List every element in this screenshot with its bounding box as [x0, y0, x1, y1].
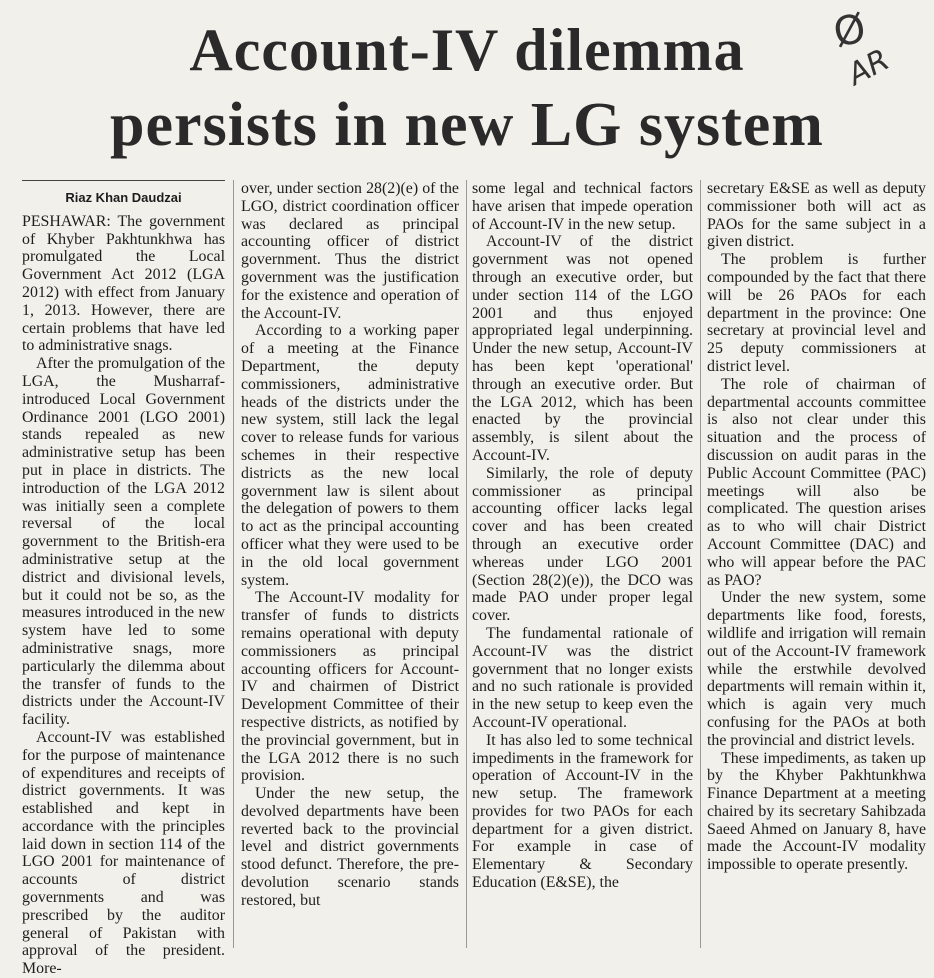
paragraph: The problem is further compounded by the fact that there will be 26 PAOs for each department in the province: One secretary at provincial level and 25 deputy commissioners at district level. [707, 251, 926, 375]
paragraph: The Account-IV modality for transfer of funds to districts remains operational with deputy commissioners as principal accounting officers for Account-IV and chairmen of District Development Committee of their respective districts, as notified by the provincial government, but in the LGA 2012 there is no such provision. [241, 589, 459, 785]
handwritten-annotation [830, 6, 910, 98]
paragraph: According to a working paper of a meeting at the Finance Department, the deputy commissioners, administrative heads of the districts under the new system, still lack the legal cover to release funds for various schemes in their respective districts as the new local government law is silent about the delegation of powers to them to act as the principal accounting officer what they were used to be in the old local government system. [241, 322, 459, 589]
paragraph: Under the new system, some departments like food, forests, wildlife and irrigation will remain out of the Account-IV framework while the erstwhile devolved departments will remain within it, which is again very much confusing for the PAOs at both the provincial and district levels. [707, 589, 926, 749]
paragraph: PESHAWAR: The government of Khyber Pakhtunkhwa has promulgated the Local Government Act 2012 (LGA 2012) with effect from January 1, 2013. However, there are certain problems that have led to administrative snags. [22, 212, 225, 355]
article-column-2 [241, 180, 459, 948]
paragraph: The role of chairman of departmental accounts committee is also not clear under this situation and the process of discussion on audit paras in the Public Account Committee (PAC) meetings will also be complicated. The question arises as to who will chair District Account Committee (DAC) and who will appear before the PAC as PAO? [707, 375, 926, 589]
article-column-4 [707, 180, 926, 948]
article-column-3 [472, 180, 693, 948]
paragraph: These impediments, as taken up by the Khyber Pakhtunkhwa Finance Department at a meeting chaired by its secretary Sahibzada Saeed Ahmed on January 8, have made the Account-IV modality impossible to operate presently. [707, 749, 926, 874]
paragraph: It has also led to some technical impediments in the framework for operation of Account-IV in the new setup. The framework provides for two PAOs for each department for a given district. For example in case of Elementary & Secondary Education (E&SE), the [472, 731, 693, 892]
handwritten-mark: Ø [829, 5, 870, 57]
paragraph: over, under section 28(2)(e) of the LGO, district coordination officer was declared as principal accounting officer of district government. Thus the district government was the justification for the existence and operation of the Account-IV. [241, 180, 459, 322]
paragraph: Under the new setup, the devolved departments have been reverted back to the provincial level and district governments stood defunct. Therefore, the pre-devolution scenario stands restored, but [241, 785, 459, 909]
paragraph: Similarly, the role of deputy commissioner as principal accounting officer lacks legal cover and has been created through an executive order whereas under LGO 2001 (Section 28(2)(e)), the DCO was made PAO under proper legal cover. [472, 464, 693, 625]
column-divider [700, 180, 701, 948]
paragraph: The fundamental rationale of Account-IV was the district government that no longer exists and no such rationale is provided in the new setup to keep even the Account-IV operational. [472, 624, 693, 731]
paragraph: After the promulgation of the LGA, the Musharraf-introduced Local Government Ordinance 2001 (LGO 2001) stands repealed as new administrative setup has been put in place in districts. The introduction of the LGA 2012 was initially seen a complete reversal of the local government to the British-era administrative setup at the district and divisional levels, but it could not be so, as the measures introduced in the new system have led to some administrative snags, more particularly the dilemma about the transfer of funds to the districts under the Account-IV facility. [22, 355, 225, 729]
column-divider [233, 180, 234, 948]
handwritten-initials: AR [842, 42, 896, 93]
paragraph: secretary E&SE as well as deputy commissioner both will act as PAOs for the same subject in a given district. [707, 180, 926, 251]
paragraph: Account-IV was established for the purpose of maintenance of expenditures and receipts of district governments. It was established and kept in accordance with the principles laid down in section 114 of the LGO 2001 for maintenance of accounts of district governments and was prescribed by the auditor general of Pakistan with approval of the president. More- [22, 728, 225, 978]
byline: Riaz Khan Daudzai [22, 180, 225, 207]
headline-line-2: persists in new LG system [110, 91, 824, 159]
article-column-1 [22, 180, 225, 978]
headline-line-1: Account-IV dilemma [189, 17, 745, 83]
paragraph: Account-IV of the district government was not opened through an executive order, but under section 114 of the LGO 2001 and thus enjoyed appropriated legal underpinning. Under the new setup, Account-IV has been kept 'operational' through an executive order. But the LGA 2012, which has been enacted by the provincial assembly, is silent about the Account-IV. [472, 233, 693, 464]
column-divider [466, 180, 467, 948]
paragraph: some legal and technical factors have arisen that impede operation of Account-IV in the new setup. [472, 180, 693, 233]
